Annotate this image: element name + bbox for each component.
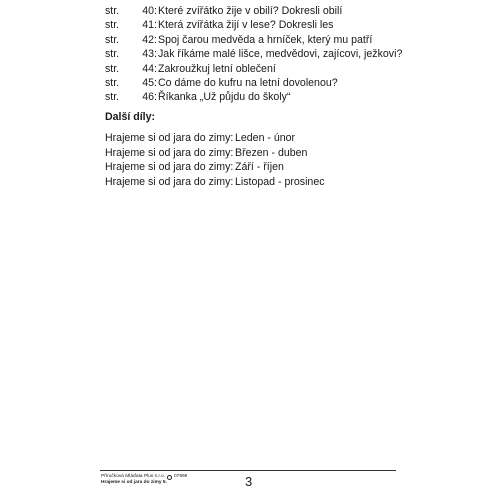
toc-prefix: str. bbox=[105, 33, 120, 46]
toc-prefix: str. bbox=[105, 76, 120, 89]
part-entry bbox=[105, 131, 485, 146]
toc-prefix: str. bbox=[105, 48, 120, 61]
toc-entry bbox=[105, 18, 485, 32]
toc-entry bbox=[105, 4, 485, 18]
toc-entry bbox=[105, 62, 485, 76]
toc-page: 41: bbox=[142, 19, 157, 32]
footer-publisher: Příručková Mláďata Plus s.r.o. bbox=[101, 474, 165, 479]
part-series: Hrajeme si od jara do zimy: bbox=[105, 146, 234, 159]
toc-entry bbox=[105, 76, 485, 90]
part-months: Listopad - prosinec bbox=[235, 175, 325, 188]
table-of-contents bbox=[105, 4, 485, 105]
toc-entry bbox=[105, 90, 485, 104]
page-number: 3 bbox=[245, 474, 253, 489]
footer-info bbox=[101, 474, 187, 487]
toc-prefix: str. bbox=[105, 91, 120, 104]
toc-title: Jak říkáme malé lišce, medvědovi, zajícovi, ježkovi? bbox=[158, 48, 403, 61]
toc-title: Která zvířátka žijí v lese? Dokresli les bbox=[158, 19, 334, 32]
toc-page: 45: bbox=[142, 76, 157, 89]
toc-page: 46: bbox=[142, 91, 157, 104]
other-parts-heading: Další díly: bbox=[105, 111, 156, 123]
toc-title: Které zvířátko žije v obilí? Dokresli obilí bbox=[158, 5, 343, 17]
toc-prefix: str. bbox=[105, 19, 120, 32]
part-series: Hrajeme si od jara do zimy: bbox=[105, 161, 234, 174]
footer-divider bbox=[100, 470, 396, 471]
part-entry bbox=[105, 160, 485, 175]
other-parts-list bbox=[105, 131, 485, 189]
toc-prefix: str. bbox=[105, 5, 120, 17]
toc-prefix: str. bbox=[105, 62, 120, 75]
footer-code: 07998 bbox=[174, 474, 188, 479]
toc-page: 42: bbox=[142, 33, 157, 46]
toc-title: Spoj čarou medvěda a hrníček, který mu patří bbox=[158, 33, 373, 46]
toc-entry bbox=[105, 33, 485, 47]
toc-page: 40: bbox=[142, 5, 157, 17]
toc-title: Co dáme do kufru na letní dovolenou? bbox=[158, 76, 338, 89]
part-entry bbox=[105, 146, 485, 161]
toc-page: 43: bbox=[142, 48, 157, 61]
part-series: Hrajeme si od jara do zimy: bbox=[105, 132, 234, 144]
part-series: Hrajeme si od jara do zimy: bbox=[105, 175, 234, 188]
toc-entry bbox=[105, 47, 485, 61]
part-months: Září - říjen bbox=[235, 161, 284, 174]
part-months: Leden - únor bbox=[235, 132, 296, 144]
toc-title: Zakroužkuj letní oblečení bbox=[158, 62, 276, 75]
footer-book-title: Hrajeme si od jara do zimy 5. bbox=[101, 480, 167, 486]
publisher-logo-icon bbox=[167, 475, 172, 480]
toc-title: Říkanka „Už půjdu do školy“ bbox=[158, 91, 291, 104]
toc-page: 44: bbox=[142, 62, 157, 75]
part-months: Březen - duben bbox=[235, 146, 308, 159]
part-entry bbox=[105, 175, 485, 190]
